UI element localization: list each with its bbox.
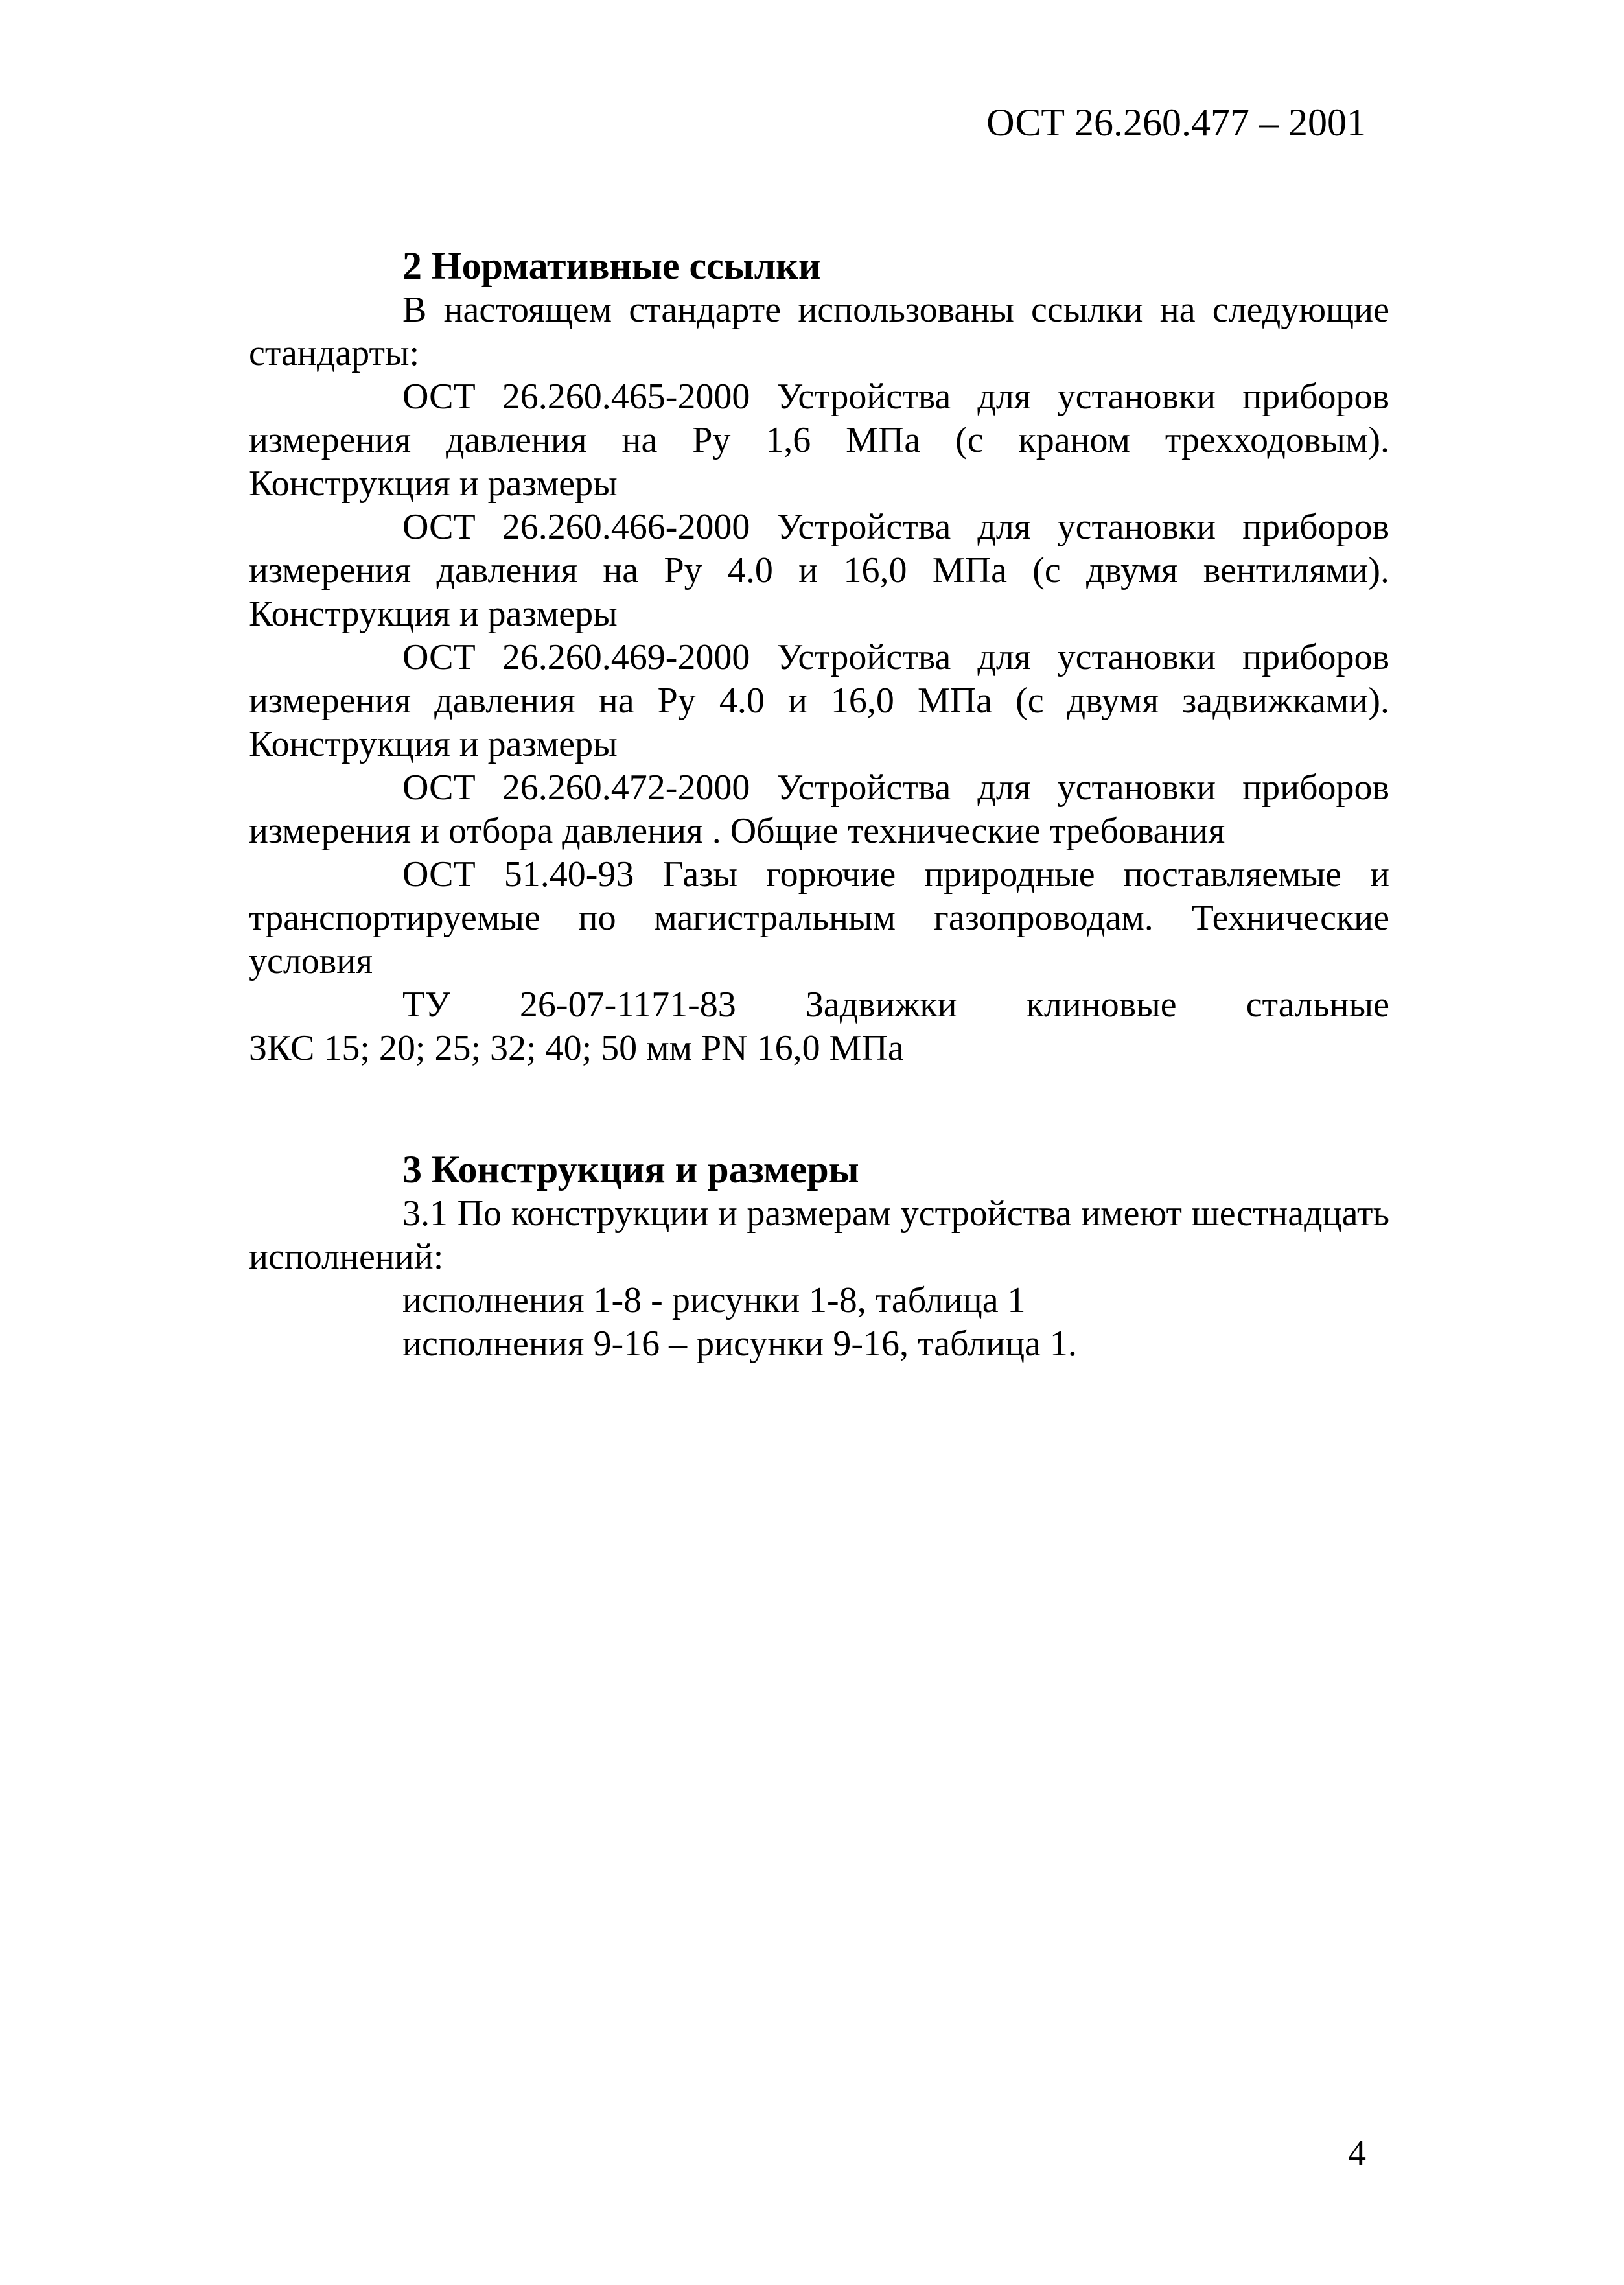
reference-item: ОСТ 51.40-93 Газы горючие природные поставляемые и транспортируемые по магистральным газопроводам. Технические условия xyxy=(249,854,1389,981)
execution-list-item: исполнения 9-16 – рисунки 9-16, таблица 1. xyxy=(402,1324,1077,1364)
reference-item: ОСТ 26.260.465-2000 Устройства для установки приборов измерения давления на Ру 1,6 МПа (с краном трехходовым). Конструкция и размеры xyxy=(249,377,1389,504)
section-3-heading: 3 Конструкция и размеры xyxy=(402,1148,859,1191)
page-number: 4 xyxy=(1348,2133,1366,2174)
execution-list-item: исполнения 1-8 - рисунки 1-8, таблица 1 xyxy=(402,1280,1026,1320)
reference-tu-line-1: ТУ 26-07-1171-83 Задвижки клиновые стальные xyxy=(402,985,1389,1025)
section-gap xyxy=(249,1070,1389,1147)
reference-item: ОСТ 26.260.469-2000 Устройства для установки приборов измерения давления на Ру 4.0 и 16,0 МПа (с двумя задвижками). Конструкция и размеры xyxy=(249,637,1389,764)
section-3-paragraph: 3.1 По конструкции и размерам устройства имеют шестнадцать исполнений: xyxy=(249,1193,1389,1277)
section-2-heading: 2 Нормативные ссылки xyxy=(402,244,821,287)
reference-item: ОСТ 26.260.466-2000 Устройства для установки приборов измерения давления на Ру 4.0 и 16,0 МПа (с двумя вентилями). Конструкция и размеры xyxy=(249,507,1389,634)
section-2-intro: В настоящем стандарте использованы ссылки на следующие стандарты: xyxy=(249,290,1389,373)
document-code: ОСТ 26.260.477 – 2001 xyxy=(986,101,1366,144)
page-content xyxy=(249,243,1389,1366)
reference-item-tu xyxy=(249,983,1389,1027)
reference-tu-line-2: ЗКС 15; 20; 25; 32; 40; 50 мм PN 16,0 МПа xyxy=(249,1028,904,1068)
reference-item: ОСТ 26.260.472-2000 Устройства для установки приборов измерения и отбора давления . Общие технические требования xyxy=(249,768,1389,851)
